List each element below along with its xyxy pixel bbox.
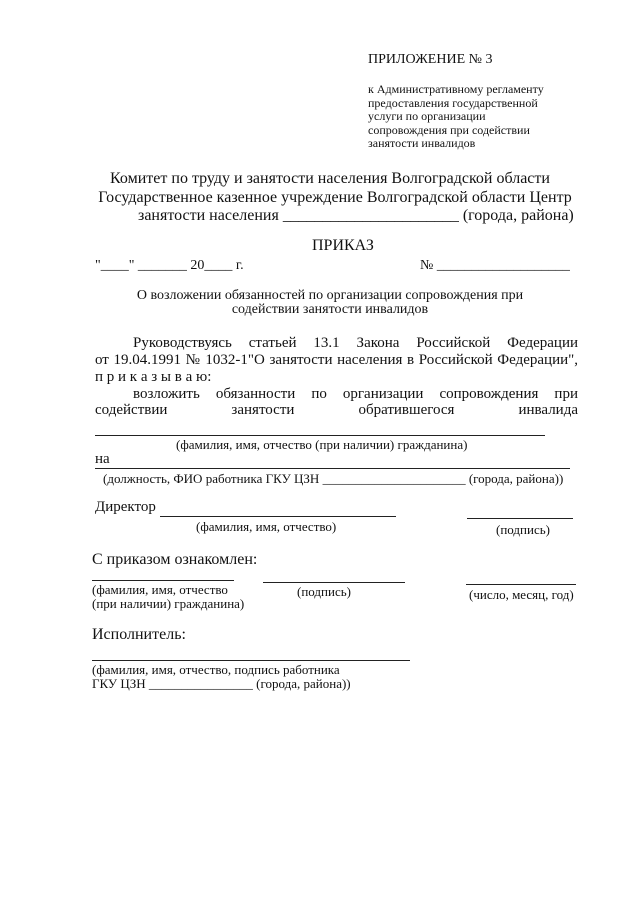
header-line-1: Комитет по труду и занятости населения Волгоградской области: [110, 170, 550, 187]
header-line-3: занятости населения ______________________ (города, района): [138, 207, 574, 224]
acquainted-caption-date: (число, месяц, год): [469, 587, 574, 602]
appendix-line: сопровождения при содействии: [368, 122, 530, 137]
acquainted-label: С приказом ознакомлен:: [92, 551, 258, 568]
appendix-line: предоставления государственной: [368, 95, 538, 110]
director-caption-name: (фамилия, имя, отчество): [196, 519, 337, 534]
appendix-line: услуги по организации: [368, 109, 486, 123]
acquainted-name-line: [92, 580, 234, 581]
worker-line: [95, 468, 570, 469]
executor-caption-1: (фамилия, имя, отчество, подпись работника: [92, 662, 340, 677]
acquainted-signature-line: [263, 582, 405, 583]
acquainted-caption-name-2: (при наличии) гражданина): [92, 596, 245, 611]
citizen-name-line: [95, 435, 545, 436]
acquainted-date-line: [466, 584, 576, 585]
acquainted-caption-name-1: (фамилия, имя, отчество: [92, 582, 228, 597]
acquainted-caption-signature: (подпись): [297, 584, 351, 599]
appendix-block: [368, 83, 544, 151]
executor-label: Исполнитель:: [92, 626, 186, 643]
header-line-2: Государственное казенное учреждение Волгоградской области Центр: [98, 189, 572, 206]
na-label: на: [95, 451, 110, 467]
order-number: № ___________________: [420, 258, 570, 273]
appendix-title: ПРИЛОЖЕНИЕ № 3: [368, 52, 493, 67]
caption-worker: (должность, ФИО работника ГКУ ЦЗН ______________________ (города, района)): [103, 471, 564, 486]
appendix-line: к Административному регламенту: [368, 82, 544, 96]
director-name-line: [160, 516, 396, 517]
caption-citizen: (фамилия, имя, отчество (при наличии) гражданина): [176, 437, 468, 452]
order-title: ПРИКАЗ: [312, 237, 374, 254]
body-line-5: содействии занятости обратившегося инвалида: [95, 402, 578, 418]
director-caption-signature: (подпись): [496, 522, 550, 537]
body-line-1: Руководствуясь статьей 13.1 Закона Российской Федерации: [133, 335, 578, 351]
subject-line-1: О возложении обязанностей по организации сопровождения при: [136, 288, 524, 303]
director-signature-line: [467, 518, 573, 519]
appendix-line: занятости инвалидов: [368, 136, 476, 150]
executor-caption-2: ГКУ ЦЗН ________________ (города, района)): [92, 676, 351, 691]
body-line-4: возложить обязанности по организации сопровождения при: [133, 386, 578, 402]
body-line-2: от 19.04.1991 № 1032-1"О занятости населения в Российской Федерации",: [95, 352, 578, 368]
executor-line: [92, 660, 410, 661]
director-label: Директор: [95, 499, 156, 515]
subject-line-2: содействии занятости инвалидов: [231, 302, 429, 317]
order-date: "____" _______ 20____ г.: [95, 258, 244, 273]
body-line-3: п р и к а з ы в а ю:: [95, 369, 212, 385]
